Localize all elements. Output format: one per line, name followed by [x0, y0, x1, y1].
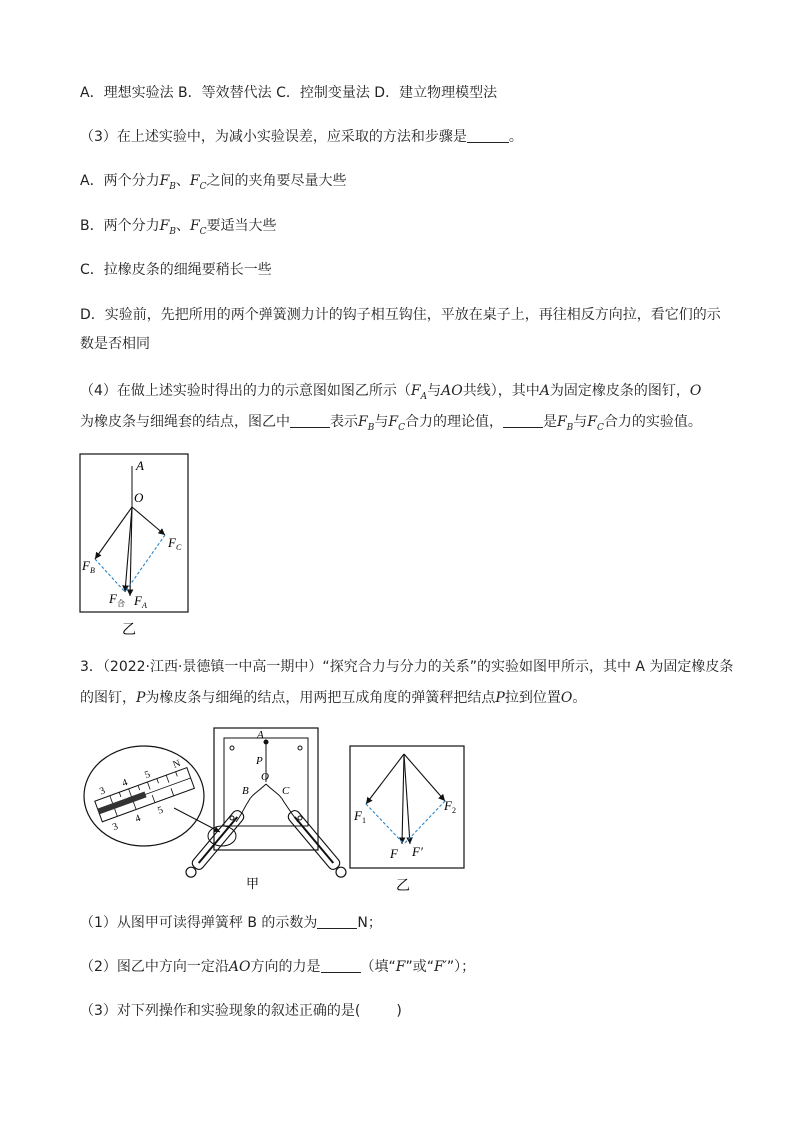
answer-blank[interactable] [290, 413, 330, 428]
text: 方向的力是 [250, 959, 321, 975]
var-f: F [410, 383, 421, 399]
figure-frame [80, 454, 188, 612]
label-f2: $F_2$ [444, 798, 456, 815]
label-fhe: $F_合$ [109, 591, 125, 608]
text: 为固定橡皮条的图钉， [549, 383, 690, 399]
text: （2）图乙中方向一定沿 [80, 959, 229, 975]
problem-3-line1: 3．（2022·江西·景德镇一中高一期中）“探究合力与分力的关系”的实验如图甲所示，其中 A 为固定橡皮条 [80, 659, 734, 675]
sep: 、 [175, 173, 190, 189]
figure-caption-yi: 乙 [122, 623, 136, 638]
var-f: F [395, 959, 406, 975]
force-fb-arrow [95, 507, 132, 559]
label-p: P [256, 755, 263, 767]
subscript: C [199, 226, 207, 237]
var-f: F [189, 218, 200, 234]
text: 是 [542, 414, 557, 430]
var-ao: AO [441, 383, 463, 399]
text: 。 [572, 690, 587, 706]
option-b [80, 216, 277, 242]
text: （3）对下列操作和实验现象的叙述正确的是( [80, 1003, 361, 1019]
label-f1: $F_1$ [354, 808, 366, 825]
var-o: O [689, 383, 702, 399]
question-3-end: 。 [508, 129, 523, 145]
text: 与 [427, 383, 442, 399]
sub-question-1 [80, 913, 382, 933]
scale-label-3b: 3 [111, 821, 120, 834]
text: （4）在做上述实验时得出的力的示意图如图乙所示（ [80, 383, 411, 399]
option-d-line2: 数是否相同 [80, 336, 150, 352]
answer-blank[interactable] [321, 958, 361, 973]
label-fprime: F′ [412, 844, 423, 859]
problem-3-line2 [80, 688, 586, 708]
label-o: O [134, 490, 144, 505]
label-fc: $F_C$ [168, 535, 182, 552]
text: （填“ [360, 959, 396, 975]
text: ”或“ [405, 959, 435, 975]
label-a: A [136, 458, 144, 473]
subscript: B [566, 422, 574, 433]
text: 与 [573, 414, 588, 430]
option-a [80, 171, 347, 197]
force-f-arrow [402, 754, 404, 844]
string-b [236, 784, 266, 822]
scale-label-5b: 5 [156, 804, 165, 817]
subscript: B [169, 226, 176, 237]
text: 为橡皮条与细绳的结点，用两把互成角度的弹簧秤把结点 [145, 690, 496, 706]
answer-blank[interactable] [317, 914, 357, 929]
option-d-line1: D．实验前，先把所用的两个弹簧测力计的钩子相互钩住，平放在桌子上，再往相反方向拉，看它们的示 [80, 307, 721, 323]
answer-blank[interactable] [467, 128, 509, 143]
figure-caption-jia: 甲 [246, 876, 260, 891]
subscript: C [597, 422, 604, 433]
force-fprime-arrow [404, 754, 410, 844]
text: 与 [374, 414, 389, 430]
option-b-text: 要适当大些 [206, 218, 277, 234]
option-c: C．拉橡皮条的细绳要稍长一些 [80, 262, 272, 278]
force-diagram-yi-2 [348, 744, 468, 894]
sub-question-2 [80, 957, 475, 977]
var-p: P [136, 690, 146, 706]
dashed-line-left [366, 804, 404, 844]
method-options: A．理想实验法 B．等效替代法 C．控制变量法 D．建立物理模型法 [80, 85, 498, 101]
var-ao: AO [228, 959, 251, 975]
scale-label-3: 3 [98, 785, 107, 798]
sep: 、 [175, 218, 190, 234]
label-fb: $F_B$ [82, 558, 95, 575]
text: 合力的实验值。 [603, 414, 702, 430]
force-f2-arrow [404, 754, 445, 801]
label-c: C [282, 785, 290, 797]
text: ”）； [446, 959, 476, 975]
text: N； [357, 915, 382, 931]
question-3-text: 在上述实验中，为减小实验误差，应采取的方法和步骤是 [116, 129, 467, 145]
label-a: A [257, 729, 264, 741]
scale-label-5: 5 [143, 769, 152, 782]
var-f: F [358, 414, 368, 430]
subscript: B [367, 422, 375, 433]
option-b-text: B．两个分力 [80, 218, 160, 234]
text: ) [396, 1003, 402, 1019]
var-f: F [159, 173, 170, 189]
spring-scale-closeup [91, 756, 200, 836]
subscript: B [169, 181, 176, 192]
subscript: A [420, 391, 428, 402]
dashed-line-left [95, 559, 125, 592]
apparatus-figure-jia [82, 722, 352, 894]
scale-unit-n: N [171, 757, 183, 771]
force-f1-arrow [366, 754, 404, 804]
force-diagram-yi-1 [78, 452, 192, 638]
var-a: A [539, 383, 550, 399]
label-fa: $F_A$ [134, 593, 147, 610]
var-f: F [159, 218, 170, 234]
subscript: C [398, 422, 405, 433]
label-b: B [242, 785, 249, 797]
force-fc-arrow [132, 507, 165, 535]
var-f: F [388, 414, 399, 430]
var-o: O [560, 690, 573, 706]
var-f: F [587, 414, 598, 430]
text: 为橡皮条与细绳套的结点，图乙中 [80, 414, 290, 430]
label-f: F [390, 846, 398, 861]
text: 拉到位置 [504, 690, 561, 706]
answer-blank[interactable] [503, 413, 543, 428]
var-p: P [495, 690, 505, 706]
var-fprime: F′ [434, 959, 447, 975]
option-a-text: 之间的夹角要尽量大些 [206, 173, 347, 189]
text: 的图钉， [80, 690, 136, 706]
var-f: F [189, 173, 200, 189]
dashed-line-right [404, 801, 445, 844]
scale-label-4b: 4 [133, 812, 143, 825]
option-a-text: A．两个分力 [80, 173, 160, 189]
question-4-line2 [80, 412, 702, 438]
sub-question-3 [80, 1001, 402, 1021]
text: 合力的理论值， [404, 414, 503, 430]
var-f: F [556, 414, 567, 430]
label-o: O [261, 771, 269, 783]
question-4-line1 [80, 381, 701, 407]
question-3 [80, 127, 523, 147]
scale-label-4: 4 [120, 777, 130, 790]
figure-caption-yi: 乙 [396, 879, 410, 894]
text: 表示 [330, 414, 358, 430]
text: （1）从图甲可读得弹簧秤 B 的示数为 [80, 915, 318, 931]
subscript: C [199, 181, 207, 192]
question-3-label: （3） [80, 129, 117, 145]
text: 共线），其中 [462, 383, 540, 399]
